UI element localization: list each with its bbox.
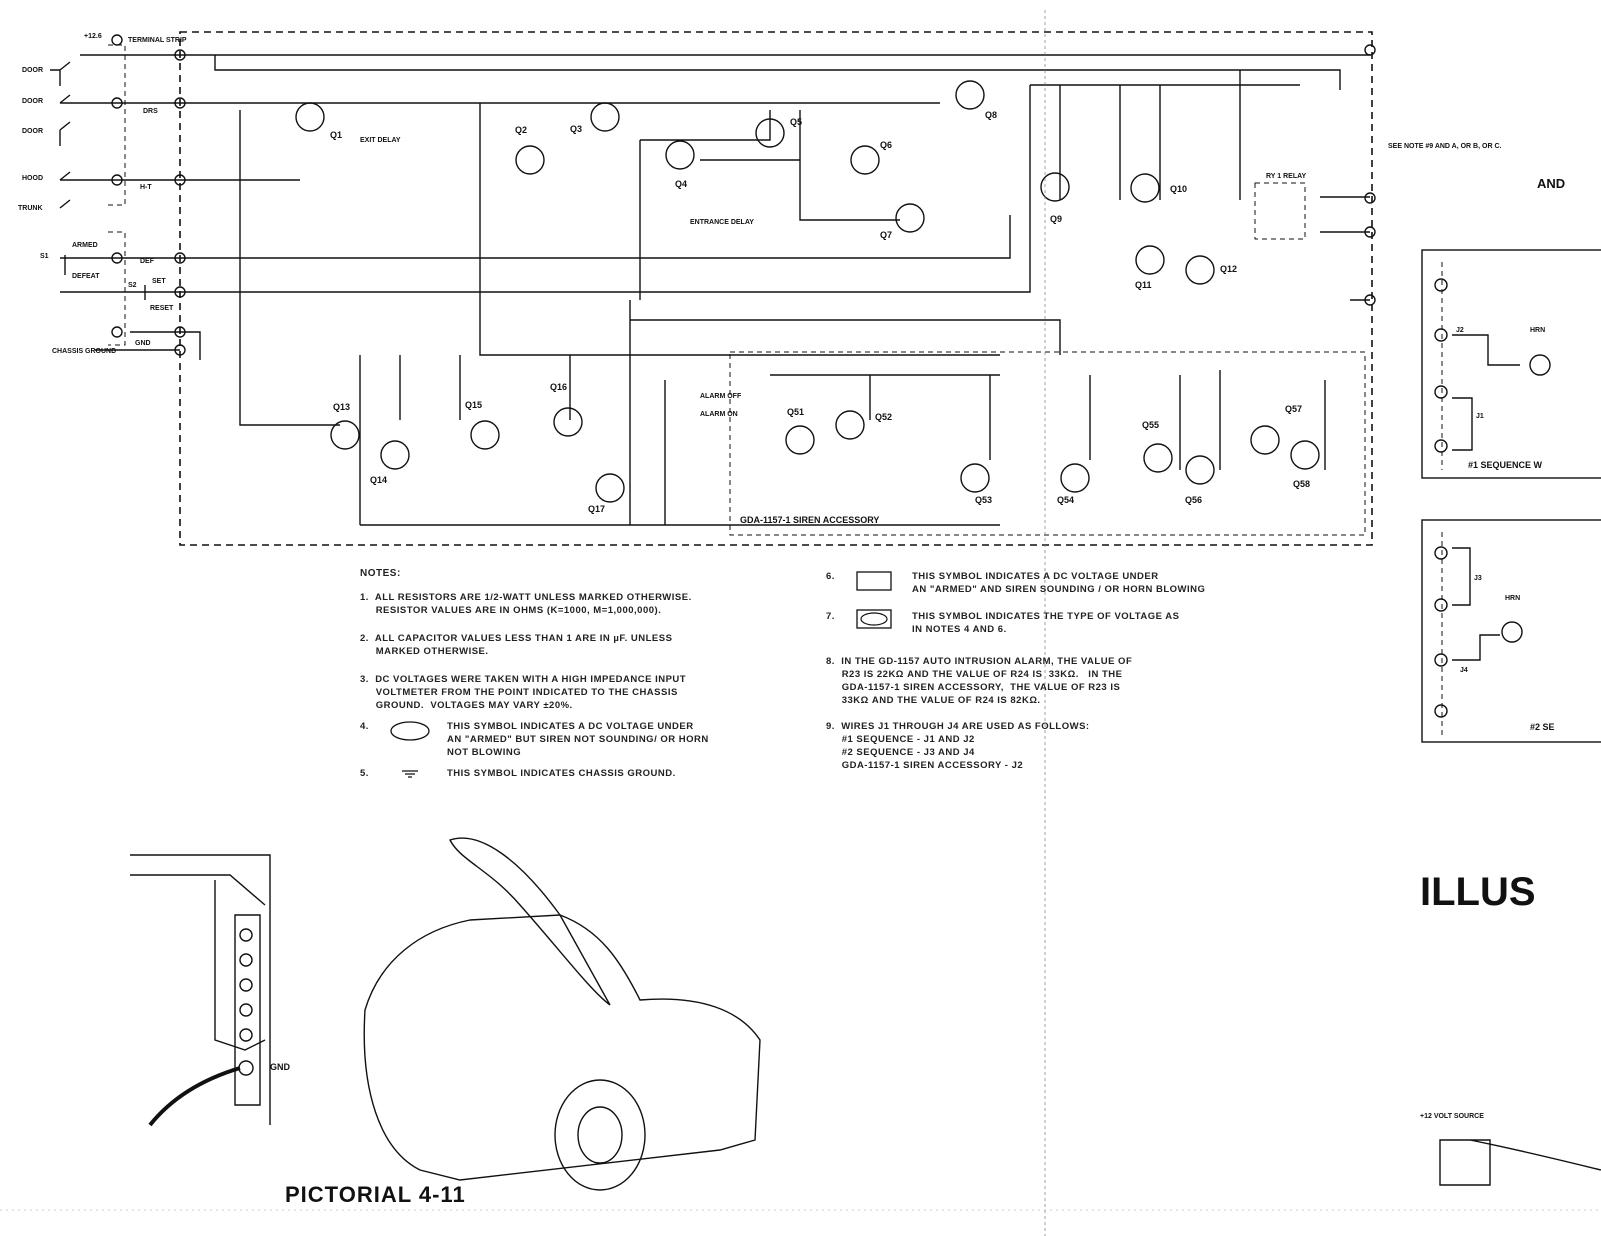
hood-label: HOOD — [22, 175, 43, 182]
panel-wires — [1452, 335, 1520, 660]
q3-label: Q3 — [570, 124, 583, 134]
gnd-pictorial-label: GND — [270, 1062, 290, 1072]
siren-accessory-boundary — [730, 352, 1365, 535]
exit-delay-label: EXIT DELAY — [360, 137, 401, 144]
car-hub — [578, 1107, 622, 1163]
note-4-number: 4. — [360, 721, 369, 732]
ground-symbol — [400, 767, 420, 779]
s1-label: S1 — [40, 253, 49, 260]
note-5-number: 5. — [360, 768, 369, 779]
ground-cable — [150, 1068, 240, 1125]
relay-box — [1255, 183, 1305, 239]
q57-label: Q57 — [1285, 404, 1303, 414]
note-6-number: 6. — [826, 571, 835, 582]
q4-label: Q4 — [675, 179, 688, 189]
q56-label: Q56 — [1185, 495, 1203, 505]
sequence2-panel — [1422, 520, 1601, 742]
v12-top-label: +12.6 — [84, 33, 102, 40]
gnd-label: GND — [135, 340, 151, 347]
j1-label: J1 — [1476, 413, 1484, 420]
q5-label: Q5 — [790, 117, 803, 127]
chassis-ground-label: CHASSIS GROUND — [52, 348, 117, 355]
note-3: 3. DC VOLTAGES WERE TAKEN WITH A HIGH IMPEDANCE INPUT VOLTMETER FROM THE POINT INDICATED TO THE CHASSIS GROUND. VOLTAGES MAY VARY ±20%. — [360, 674, 687, 711]
trunk-label: TRUNK — [18, 205, 43, 212]
q58-label: Q58 — [1293, 479, 1311, 489]
defeat-label: DEFEAT — [72, 273, 100, 280]
q52-label: Q52 — [875, 412, 893, 422]
car-wheel — [555, 1080, 645, 1190]
rail-fg — [1320, 197, 1370, 232]
terminal-strip-label: TERMINAL STRIP — [128, 37, 187, 44]
q55-label: Q55 — [1142, 420, 1160, 430]
q53-label: Q53 — [975, 495, 993, 505]
bottom-verticals — [360, 300, 665, 525]
jack-circles — [239, 929, 253, 1075]
siren-rails — [770, 370, 1325, 470]
note-5: THIS SYMBOL INDICATES CHASSIS GROUND. — [447, 768, 676, 779]
s2-label: S2 — [128, 282, 137, 289]
rail-mid — [480, 103, 1000, 355]
def-label: DEF — [140, 258, 154, 265]
pictorial-title: PICTORIAL 4-11 — [285, 1182, 466, 1207]
and-fragment: AND — [1537, 176, 1566, 191]
note-7-box-oval-symbol — [855, 608, 895, 632]
door3-label: DOOR — [22, 128, 43, 135]
input-switches — [50, 62, 145, 300]
rail-right — [1030, 70, 1300, 200]
ht-label: H-T — [140, 184, 152, 191]
note-4-oval-symbol — [388, 720, 434, 742]
note-6-box-symbol — [855, 570, 895, 594]
q6-label: Q6 — [880, 140, 893, 150]
delay-wires — [640, 110, 900, 300]
j2-label: J2 — [1456, 327, 1464, 334]
schematic-text — [18, 33, 1565, 1120]
note-9: 9. WIRES J1 THROUGH J4 ARE USED AS FOLLOWS: #1 SEQUENCE - J1 AND J2 #2 SEQUENCE - J3 AND J4 GDA-1157-1 SIREN ACCESSORY - J2 — [826, 721, 1090, 771]
q15-label: Q15 — [465, 400, 483, 410]
car-hood — [450, 838, 610, 1005]
switch-boundary — [108, 232, 125, 345]
see-note-label: SEE NOTE #9 AND A, OR B, OR C. — [1388, 143, 1502, 150]
note-7: THIS SYMBOL INDICATES THE TYPE OF VOLTAGE AS IN NOTES 4 AND 6. — [912, 611, 1180, 635]
note-2: 2. ALL CAPACITOR VALUES LESS THAN 1 ARE IN µF. UNLESS MARKED OTHERWISE. — [360, 633, 673, 657]
hrn-label-1: HRN — [1530, 327, 1546, 334]
j4-label: J4 — [1460, 667, 1468, 674]
illustration-title-fragment: ILLUS — [1420, 870, 1536, 914]
q9-label: Q9 — [1050, 214, 1063, 224]
q12-label: Q12 — [1220, 264, 1238, 274]
note-8: 8. IN THE GD-1157 AUTO INTRUSION ALARM, THE VALUE OF R23 IS 22KΩ AND THE VALUE OF R24 IS 33KΩ. IN THE GDA-1157-1 SIREN ACCESSORY, THE VALUE OF R23 IS 33KΩ AND THE VALUE OF R24 IS 82KΩ. — [826, 656, 1133, 706]
alarm-off-label: ALARM OFF — [700, 393, 742, 400]
sequence1-panel — [1422, 250, 1601, 478]
drs-label: DRS — [143, 108, 158, 115]
alarm-on-label: ALARM ON — [700, 411, 738, 418]
note-6: THIS SYMBOL INDICATES A DC VOLTAGE UNDER AN "ARMED" AND SIREN SOUNDING / OR HORN BLOWING — [912, 571, 1206, 595]
hrn-label-2: HRN — [1505, 595, 1521, 602]
q11-label: Q11 — [1135, 280, 1152, 290]
q16-label: Q16 — [550, 382, 568, 392]
entrance-delay-label: ENTRANCE DELAY — [690, 219, 754, 226]
q1-label: Q1 — [330, 130, 343, 140]
rail-k — [60, 85, 1030, 292]
q13-label: Q13 — [333, 402, 351, 412]
door2-label: DOOR — [22, 98, 43, 105]
q7-label: Q7 — [880, 230, 893, 240]
siren-accessory-label: GDA-1157-1 SIREN ACCESSORY — [740, 515, 880, 525]
rail-mid2 — [630, 320, 1060, 355]
q10-label: Q10 — [1170, 184, 1188, 194]
v12-source-label: +12 VOLT SOURCE — [1420, 1113, 1484, 1120]
battery-drawing — [1440, 1140, 1601, 1185]
notes-heading: NOTES: — [360, 568, 401, 579]
q2-label: Q2 — [515, 125, 528, 135]
q17-label: Q17 — [588, 504, 606, 514]
horn-symbols — [1435, 279, 1550, 717]
q14-label: Q14 — [370, 475, 388, 485]
terminal-circles — [112, 35, 1375, 355]
sequence2-label: #2 SE — [1530, 722, 1555, 732]
note-1: 1. ALL RESISTORS ARE 1/2-WATT UNLESS MARKED OTHERWISE. RESISTOR VALUES ARE IN OHMS (K=1000, M=1,000,000). — [360, 592, 692, 616]
q54-label: Q54 — [1057, 495, 1075, 505]
reset-label: RESET — [150, 305, 174, 312]
set-label: SET — [152, 278, 166, 285]
chassis-boundary — [180, 32, 1372, 545]
sequence1-label: #1 SEQUENCE W — [1468, 460, 1543, 470]
rail-l — [60, 215, 1010, 258]
j3-label: J3 — [1474, 575, 1482, 582]
q51-label: Q51 — [787, 407, 805, 417]
q8-label: Q8 — [985, 110, 998, 120]
armed-label: ARMED — [72, 242, 98, 249]
note-4: THIS SYMBOL INDICATES A DC VOLTAGE UNDER AN "ARMED" BUT SIREN NOT SOUNDING/ OR HORN NOT BLOWING — [447, 721, 709, 758]
note-7-number: 7. — [826, 611, 835, 622]
relay-label: RY 1 RELAY — [1266, 173, 1307, 180]
door1-label: DOOR — [22, 67, 43, 74]
